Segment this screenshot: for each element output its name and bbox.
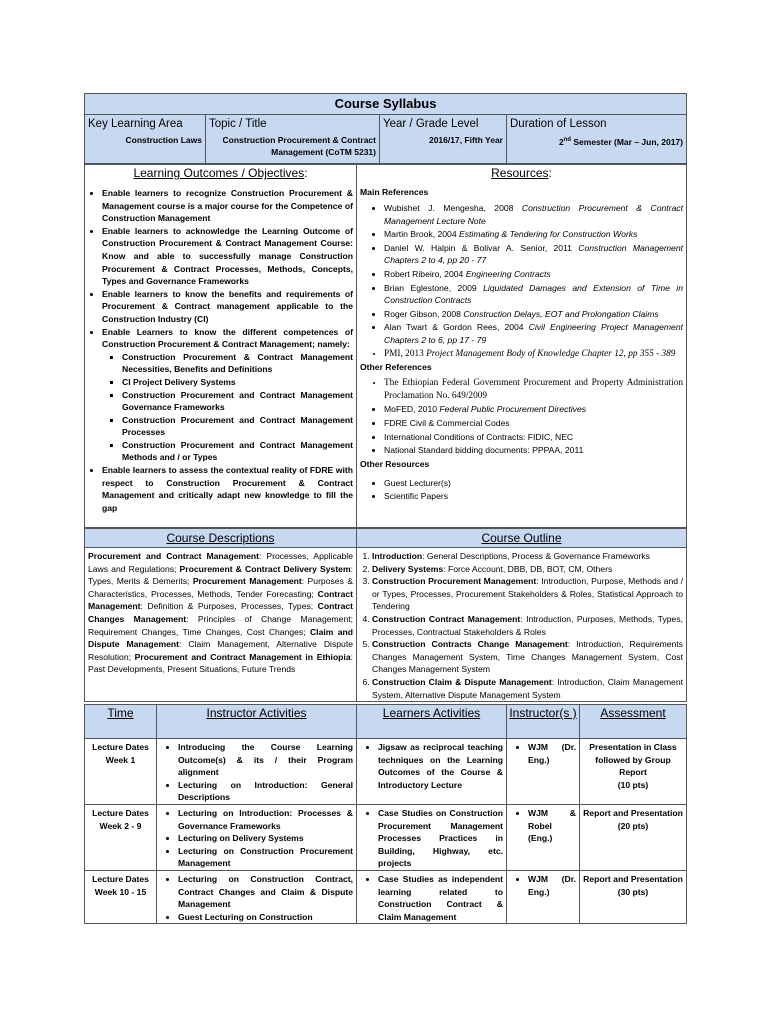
table-row [85, 870, 687, 923]
year-cell [380, 115, 507, 164]
other-resources-label: Other Resources [360, 458, 430, 469]
outcome-item: • Enable learners to assess the contextual reality of FDRE with respect to Construction Procurement & Contract Management and critically adapt new knowledge to fill the gap [102, 464, 353, 514]
reference-item: • Robert Ribeiro, 2004 Engineering Contracts [384, 268, 683, 281]
instructors-header: Instructor(s ) [507, 705, 580, 739]
outline-item: 5. Construction Contracts Change Management: Introduction, Requirements Changes Management System, Time Changes Management System, Cost Changes Management System [372, 638, 683, 676]
instructors-cell: • WJM (Dr. Eng.) [507, 739, 580, 805]
syllabus-top-table [84, 93, 687, 164]
instructors-cell: • WJM (Dr. Eng.) [507, 870, 580, 923]
competence-item: ▪ Construction Procurement and Contract Management Governance Frameworks [122, 389, 353, 414]
resource-item: • Scientific Papers [384, 490, 683, 503]
duration-cell [507, 115, 687, 164]
resource-item: • Guest Lecturer(s) [384, 477, 683, 490]
learners-activities-cell: • Case Studies on Construction Procurement Management Processes Practices in Building, Highway, etc. projects [357, 804, 507, 870]
descriptions-outline-table [84, 528, 687, 702]
outcome-item: • Enable Learners to know the different competences of Construction Procurement & Contract Management; namely: ▪ Construction Procurement & Contract Management Necessities, Benefits and Definitions ▪ CI Project Delivery Systems ▪ Construction Procurement and Contract Management Governance Frameworks ▪ Construction Procurement and Contract Management Processes ▪ Construction Procurement and Contract Management Methods and / or Types [102, 326, 353, 465]
time-header: Time [85, 705, 157, 739]
competence-item: ▪ Construction Procurement and Contract Management Processes [122, 414, 353, 439]
duration-value: 2nd Semester (Mar – Jun, 2017) [558, 136, 683, 147]
reference-item: • International Conditions of Contracts: FIDIC, NEC [384, 431, 683, 444]
other-references-list [360, 377, 683, 457]
main-references-list [360, 202, 683, 360]
instructor-activities-cell: • Lecturing on Construction Contract, Contract Changes and Claim & Dispute Management • Guest Lecturing on Construction [157, 870, 357, 923]
table-row [85, 804, 687, 870]
year-value: 2016/17, Fifth Year [428, 135, 503, 145]
time-cell: Lecture Dates Week 2 - 9 [85, 804, 157, 870]
outline-item: 3. Construction Procurement Management: Introduction, Purpose, Methods and / or Types, Processes, Procurement Stakeholders & Roles, Statistical Approach to Tendering [372, 575, 683, 613]
reference-item: • Roger Gibson, 2008 Construction Delays, EOT and Prolongation Claims [384, 308, 683, 321]
other-resources-list [360, 477, 683, 503]
learning-outcomes-list [88, 187, 353, 514]
syllabus-title: Course Syllabus [85, 94, 687, 115]
course-outline-heading: Course Outline [357, 529, 687, 548]
assessment-cell: Report and Presentation (20 pts) [580, 804, 687, 870]
reference-item: • Daniel W. Halpin & Bolivar A. Senior, 2011 Construction Management Chapters 2 to 4, pp 20 - 77 [384, 242, 683, 267]
topic-label: Topic / Title [209, 118, 267, 130]
assessment-cell: Report and Presentation (30 pts) [580, 870, 687, 923]
outline-item: 6. Construction Claim & Dispute Management: Introduction, Claim Management System, Alternative Dispute Management System [372, 676, 683, 701]
course-descriptions-text: Procurement and Contract Management: Processes, Applicable Laws and Regulations; Procurement & Contract Delivery System: Types, Merits & Demerits; Procurement Management: Purposes & Characteristics, Processes, Methods, Tender Forecasting; Contract Management: Definition & Purposes, Processes, Types; Contract Changes Management: Principles of Change Management; Requirement Changes, Time Changes, Cost Changes; Claim and Dispute Management: Claim Management, Alternative Dispute Resolution; Procurement and Contract Management in Ethiopia: Past Developments, Present Situations, Future Trends [85, 548, 357, 702]
course-descriptions-heading: Course Descriptions [85, 529, 357, 548]
instructor-activities-cell: • Introducing the Course Learning Outcome(s) & its / their Program alignment • Lecturing on Introduction: General Descriptions [157, 739, 357, 805]
course-outline-list [360, 550, 683, 701]
reference-item: • National Standard bidding documents: PPPAA, 2011 [384, 444, 683, 457]
outcome-item: • Enable learners to acknowledge the Learning Outcome of Construction Procurement & Contract Management Course: Know and able to successfully manage Construction Procurement & Contract Processes, Methods, Concepts, Types and Governance Frameworks [102, 225, 353, 288]
competence-item: ▪ CI Project Delivery Systems [122, 376, 353, 389]
competence-item: ▪ Construction Procurement & Contract Management Necessities, Benefits and Definitions [122, 351, 353, 376]
resources-heading: Resources: [491, 166, 552, 180]
reference-item: • MoFED, 2010 Federal Public Procurement Directives [384, 403, 683, 416]
instructor-activities-header: Instructor Activities [157, 705, 357, 739]
resources-cell [357, 165, 687, 528]
outcomes-resources-table [84, 164, 687, 528]
learners-activities-header: Learners Activities [357, 705, 507, 739]
learning-outcomes-cell [85, 165, 357, 528]
schedule-table [84, 704, 687, 924]
duration-label: Duration of Lesson [510, 118, 607, 130]
key-learning-area-value: Construction Laws [125, 135, 202, 145]
reference-item: • Brian Eglestone, 2009 Liquidated Damages and Extension of Time in Construction Contracts [384, 282, 683, 307]
competence-item: ▪ Construction Procurement and Contract Management Methods and / or Types [122, 439, 353, 464]
reference-item: • Martin Brook, 2004 Estimating & Tendering for Construction Works [384, 228, 683, 241]
outcome-item: • Enable learners to recognize Construction Procurement & Management course is a major course for the Competence of Construction Management [102, 187, 353, 225]
instructors-cell: • WJM & Robel (Eng.) [507, 804, 580, 870]
key-learning-area-label: Key Learning Area [88, 118, 183, 130]
topic-value: Construction Procurement & Contract Management (CoTM 5231) [222, 135, 376, 157]
reference-item: • Wubishet J. Mengesha, 2008 Construction Procurement & Contract Management Lecture Note [384, 202, 683, 227]
outline-item: 4. Construction Contract Management: Introduction, Purposes, Methods, Types, Processes, Contractual Stakeholders & Roles [372, 613, 683, 638]
reference-item: • FDRE Civil & Commercial Codes [384, 417, 683, 430]
reference-item: • The Ethiopian Federal Government Procurement and Property Administration Proclamation No. 649/2009 [384, 377, 683, 402]
other-references-label: Other References [360, 362, 432, 373]
outline-item: 1. Introduction: General Descriptions, Process & Governance Frameworks [372, 550, 683, 563]
reference-item: • PMI, 2013 Project Management Body of Knowledge Chapter 12, pp 355 - 389 [384, 348, 683, 361]
assessment-header: Assessment [580, 705, 687, 739]
key-learning-area-cell [85, 115, 206, 164]
outline-item: 2. Delivery Systems: Force Account, DBB, DB, BOT, CM, Others [372, 563, 683, 576]
time-cell: Lecture Dates Week 10 - 15 [85, 870, 157, 923]
assessment-cell: Presentation in Class followed by Group Report (10 pts) [580, 739, 687, 805]
learners-activities-cell: • Jigsaw as reciprocal teaching techniques on the Learning Outcomes of the Course & Introductory Lecture [357, 739, 507, 805]
reference-item: • Alan Twart & Gordon Rees, 2004 Civil Engineering Project Management Chapters 2 to 6, pp 17 - 79 [384, 321, 683, 346]
learners-activities-cell: • Case Studies as independent learning related to Construction Contract & Claim Management [357, 870, 507, 923]
outcome-item: • Enable learners to know the benefits and requirements of Procurement & Contract management applicable to the Construction Industry (CI) [102, 288, 353, 326]
competence-sublist [102, 351, 353, 464]
main-references-label: Main References [360, 187, 429, 197]
time-cell: Lecture Dates Week 1 [85, 739, 157, 805]
learning-outcomes-heading: Learning Outcomes / Objectives: [133, 166, 308, 180]
instructor-activities-cell: • Lecturing on Introduction: Processes & Governance Frameworks • Lecturing on Delivery Systems • Lecturing on Construction Procurement Management [157, 804, 357, 870]
year-label: Year / Grade Level [383, 118, 479, 130]
topic-cell [206, 115, 380, 164]
table-row [85, 739, 687, 805]
course-outline-cell [357, 548, 687, 702]
